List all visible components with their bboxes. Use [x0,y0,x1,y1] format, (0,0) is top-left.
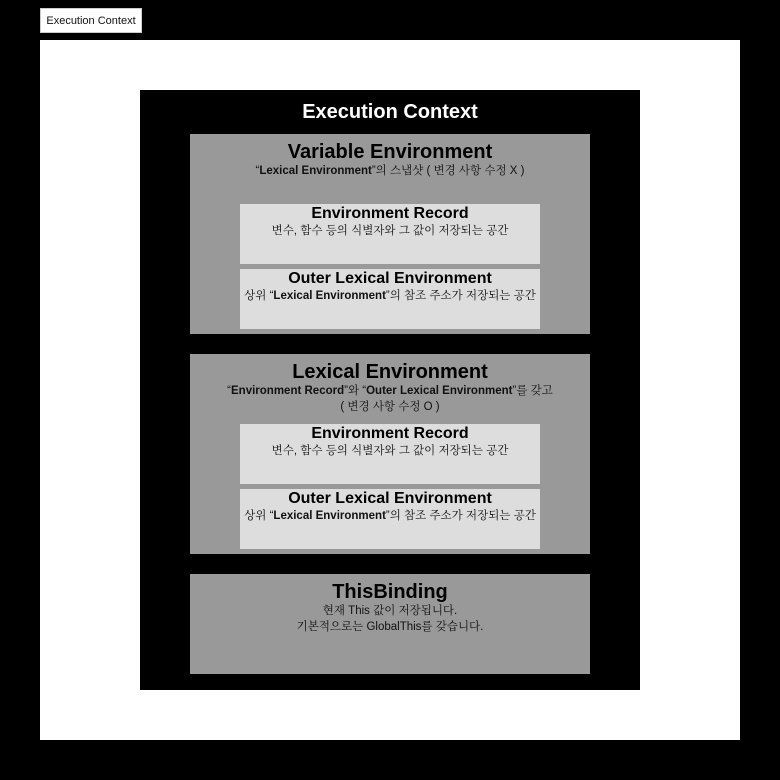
environment-record-description: 변수, 함수 등의 식별자와 그 값이 저장되는 공간 [271,445,509,457]
lexical-environment-title: Lexical Environment [292,361,488,383]
environment-record-title: Environment Record [311,205,469,222]
outer-lexical-environment-title: Outer Lexical Environment [288,270,492,287]
environment-record-box [240,204,540,264]
frame-label: Execution Context [40,8,142,33]
execution-context-title: Execution Context [302,101,478,123]
this-binding-panel [190,574,590,674]
outer-lexical-environment-title: Outer Lexical Environment [288,490,492,507]
execution-context-box [140,90,640,690]
this-binding-title: ThisBinding [332,581,448,603]
this-binding-line2: 기본적으로는 GlobalThis를 갖습니다. [296,621,484,633]
variable-environment-title: Variable Environment [287,141,493,163]
variable-environment-subtitle: “Lexical Environment”의 스냅샷 ( 변경 사항 수정 X ) [255,165,525,177]
outer-lexical-environment-box [240,269,540,329]
lexical-environment-panel [190,354,590,554]
lexical-environment-subtitle-line2: ( 변경 사항 수정 O ) [340,401,440,413]
outer-lexical-environment-description: 상위 “Lexical Environment”의 참조 주소가 저장되는 공간 [244,510,536,522]
variable-environment-panel [190,134,590,334]
environment-record-box [240,424,540,484]
environment-record-title: Environment Record [311,425,469,442]
environment-record-description: 변수, 함수 등의 식별자와 그 값이 저장되는 공간 [271,225,509,237]
lexical-environment-subtitle: “Environment Record”와 “Outer Lexical Environment”를 갖고 [227,385,553,397]
outer-lexical-environment-description: 상위 “Lexical Environment”의 참조 주소가 저장되는 공간 [244,290,536,302]
this-binding-line1: 현재 This 값이 저장됩니다. [322,605,458,617]
outer-lexical-environment-box [240,489,540,549]
